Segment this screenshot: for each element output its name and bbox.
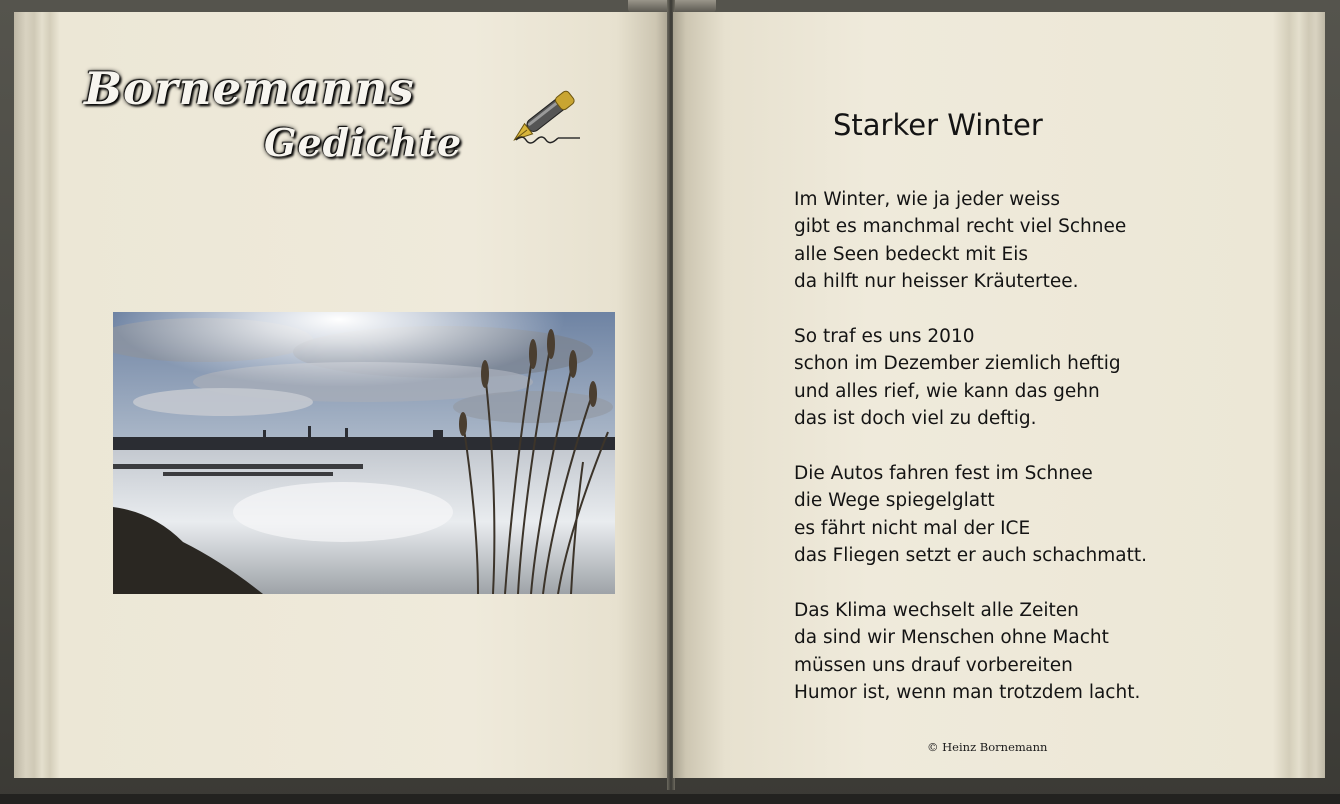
- copyright-notice: © Heinz Bornemann: [927, 740, 1048, 754]
- right-page: [673, 12, 1325, 778]
- poem-line: da hilft nur heisser Kräutertee.: [794, 271, 1079, 293]
- poem-line: gibt es manchmal recht viel Schnee: [794, 216, 1127, 238]
- poem-line: schon im Dezember ziemlich heftig: [794, 353, 1121, 375]
- poem-line: Das Klima wechselt alle Zeiten: [794, 600, 1079, 622]
- fountain-pen-icon: [502, 78, 592, 152]
- winter-lake-photo[interactable]: [113, 312, 615, 594]
- poem-line: und alles rief, wie kann das gehn: [794, 380, 1100, 402]
- stanza: [794, 323, 1147, 433]
- poem-line: Im Winter, wie ja jeder weiss: [794, 189, 1061, 210]
- poem-line: Die Autos fahren fest im Schnee: [794, 463, 1093, 485]
- poem-line: es fährt nicht mal der ICE: [794, 517, 1031, 539]
- poem-line: die Wege spiegelglatt: [794, 490, 995, 512]
- poem-line: das Fliegen setzt er auch schachmatt.: [794, 545, 1147, 567]
- poem-title: Starker Winter: [833, 108, 1043, 142]
- poem-line: Humor ist, wenn man trotzdem lacht.: [794, 682, 1141, 704]
- stanza: [794, 597, 1147, 707]
- stanza: [794, 460, 1147, 570]
- site-title-line1[interactable]: Bornemanns: [84, 62, 415, 115]
- poem-line: So traf es uns 2010: [794, 326, 975, 348]
- left-page: [14, 12, 669, 778]
- stanza: [794, 186, 1147, 296]
- poem-body: [794, 186, 1147, 707]
- poem-line: alle Seen bedeckt mit Eis: [794, 243, 1029, 265]
- poem-line: da sind wir Menschen ohne Macht: [794, 627, 1109, 649]
- poem-line: müssen uns drauf vorbereiten: [794, 654, 1073, 676]
- poem-line: das ist doch viel zu deftig.: [794, 408, 1037, 430]
- site-title-line2[interactable]: Gedichte: [264, 120, 463, 165]
